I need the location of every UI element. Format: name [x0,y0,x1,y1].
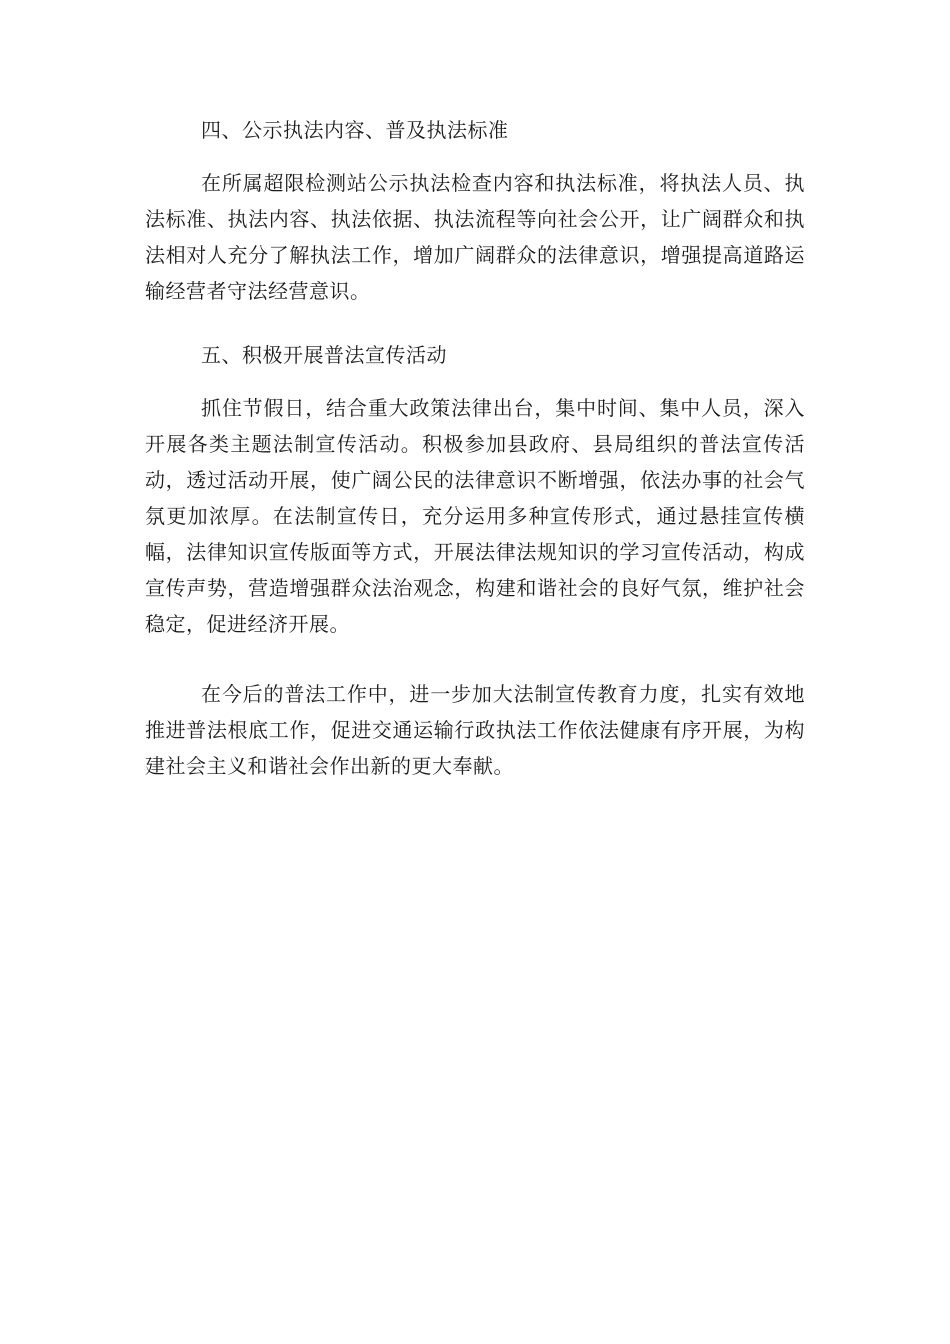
closing-paragraph: 在今后的普法工作中，进一步加大法制宣传教育力度，扎实有效地推进普法根底工作，促进交通运输行政执法工作依法健康有序开展，为构建社会主义和谐社会作出新的更大奉献。 [145,682,805,778]
section-5-paragraph: 抓住节假日，结合重大政策法律出台，集中时间、集中人员，深入开展各类主题法制宣传活动。积极参加县政府、县局组织的普法宣传活动，透过活动开展，使广阔公民的法律意识不断增强，依法办事的社会气氛更加浓厚。在法制宣传日，充分运用多种宣传形式，通过悬挂宣传横幅，法律知识宣传版面等方式，开展法律法规知识的学习宣传活动，构成宣传声势，营造增强群众法治观念，构建和谐社会的良好气氛，维护社会稳定，促进经济开展。 [145,396,805,636]
section-5-heading: 五、积极开展普法宣传活动 [201,343,447,367]
section-4-paragraph: 在所属超限检测站公示执法检查内容和执法标准，将执法人员、执法标准、执法内容、执法依据、执法流程等向社会公开，让广阔群众和执法相对人充分了解执法工作，增加广阔群众的法律意识，增强提高道路运输经营者守法经营意识。 [145,171,805,303]
section-4-heading: 四、公示执法内容、普及执法标准 [201,118,509,142]
